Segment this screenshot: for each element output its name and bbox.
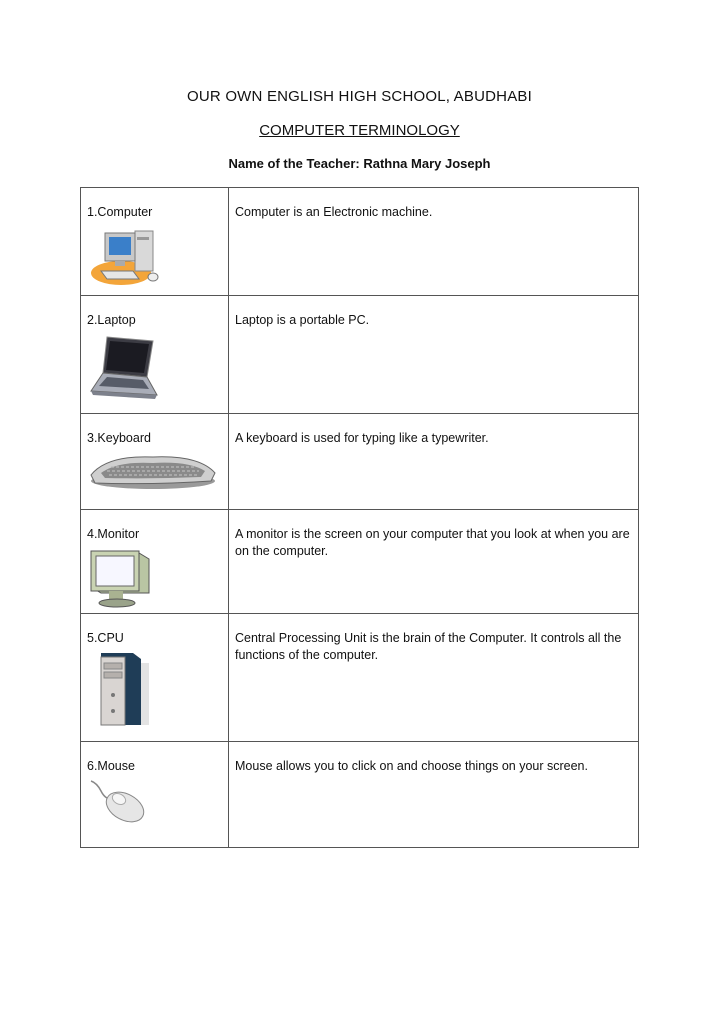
mouse-icon (87, 779, 149, 827)
definition-text: Computer is an Electronic machine. (235, 205, 433, 219)
definition-cell (229, 188, 639, 296)
term-label: 3.Keyboard (87, 431, 151, 445)
keyboard-icon (87, 451, 219, 491)
table-row (81, 188, 639, 296)
term-label: 6.Mouse (87, 759, 135, 773)
teacher-name: Name of the Teacher: Rathna Mary Joseph (228, 156, 491, 171)
term-label: 5.CPU (87, 631, 124, 645)
term-cell (81, 188, 229, 296)
definition-cell (229, 510, 639, 614)
definition-cell (229, 614, 639, 742)
definition-text: Central Processing Unit is the brain of the Computer. It controls all the functions of the computer. (235, 631, 622, 662)
definition-text: Mouse allows you to click on and choose things on your screen. (235, 759, 588, 773)
terminology-table (80, 187, 639, 848)
table-row (81, 414, 639, 510)
definition-cell (229, 414, 639, 510)
term-label: 4.Monitor (87, 527, 140, 541)
definition-cell (229, 296, 639, 414)
term-cell (81, 414, 229, 510)
cpu-tower-icon (87, 651, 153, 729)
definition-text: Laptop is a portable PC. (235, 313, 370, 327)
school-name: OUR OWN ENGLISH HIGH SCHOOL, ABUDHABI (187, 88, 532, 105)
table-row (81, 742, 639, 848)
term-cell (81, 296, 229, 414)
table-row (81, 614, 639, 742)
laptop-icon (87, 333, 159, 405)
term-cell (81, 510, 229, 614)
term-cell (81, 614, 229, 742)
table-row (81, 510, 639, 614)
definition-text: A keyboard is used for typing like a typewriter. (235, 431, 489, 445)
definition-cell (229, 742, 639, 848)
monitor-icon (87, 547, 153, 611)
document-title: COMPUTER TERMINOLOGY (259, 122, 460, 139)
term-cell (81, 742, 229, 848)
definition-text: A monitor is the screen on your computer that you look at when you are on the computer. (235, 527, 630, 558)
table-row (81, 296, 639, 414)
desktop-computer-icon (87, 225, 171, 291)
term-label: 1.Computer (87, 205, 153, 219)
term-label: 2.Laptop (87, 313, 136, 327)
